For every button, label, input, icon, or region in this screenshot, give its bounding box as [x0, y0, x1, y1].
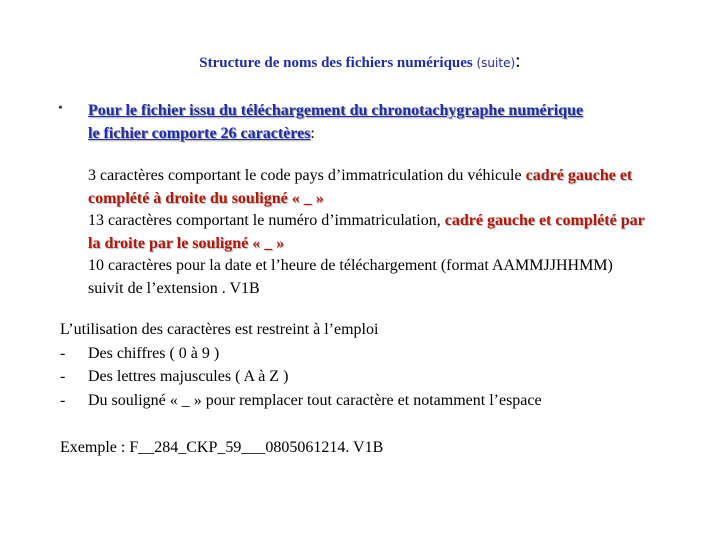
- description-country-code: [88, 165, 648, 210]
- bullet-colon: :: [310, 125, 315, 142]
- list-item: [60, 365, 680, 389]
- list-item-text: Des lettres majuscules ( A à Z ): [88, 368, 289, 385]
- example-filename: Exemple : F__284_CKP_59___0805061214. V1B: [60, 439, 384, 456]
- slide-title: [0, 50, 720, 73]
- registration-padding: cadré gauche et complété par la droite par le souligné « _ »: [88, 212, 645, 252]
- list-dash: -: [60, 391, 66, 409]
- list-dash: -: [60, 368, 66, 385]
- description-registration: [88, 210, 648, 255]
- rules-list: [60, 342, 680, 413]
- bullet-marker: •: [58, 101, 63, 116]
- title-colon: :: [515, 50, 521, 72]
- description-datetime: 10 caractères pour la date et l’heure de téléchargement (format AAMMJJHHMM) suivit de l’extension . V1B: [88, 257, 613, 297]
- bullet-line-1: Pour le fichier issu du téléchargement du chronotachygraphe numérique: [88, 102, 584, 119]
- list-dash: -: [60, 344, 66, 362]
- rules-intro: L’utilisation des caractères est restreint à l’emploi: [60, 321, 379, 338]
- bullet-heading: [88, 99, 658, 145]
- title-main: Structure de noms des fichiers numériques: [199, 55, 473, 71]
- bullet-line-2: le fichier comporte 26 caractères: [88, 125, 311, 142]
- registration-text: 13 caractères comportant le numéro d’immatriculation,: [88, 212, 445, 229]
- description-block: [88, 165, 648, 300]
- title-suite: (suite): [476, 56, 516, 70]
- country-code-padding: cadré gauche et complété à droite du souligné « _ »: [88, 167, 633, 207]
- list-item: [60, 389, 680, 413]
- country-code-text: 3 caractères comportant le code pays d’immatriculation du véhicule: [88, 167, 526, 184]
- list-item-text: Des chiffres ( 0 à 9 ): [88, 344, 220, 362]
- rules-block: [60, 318, 680, 412]
- list-item: [60, 342, 680, 366]
- list-item-text: Du souligné « _ » pour remplacer tout caractère et notamment l’espace: [88, 391, 542, 409]
